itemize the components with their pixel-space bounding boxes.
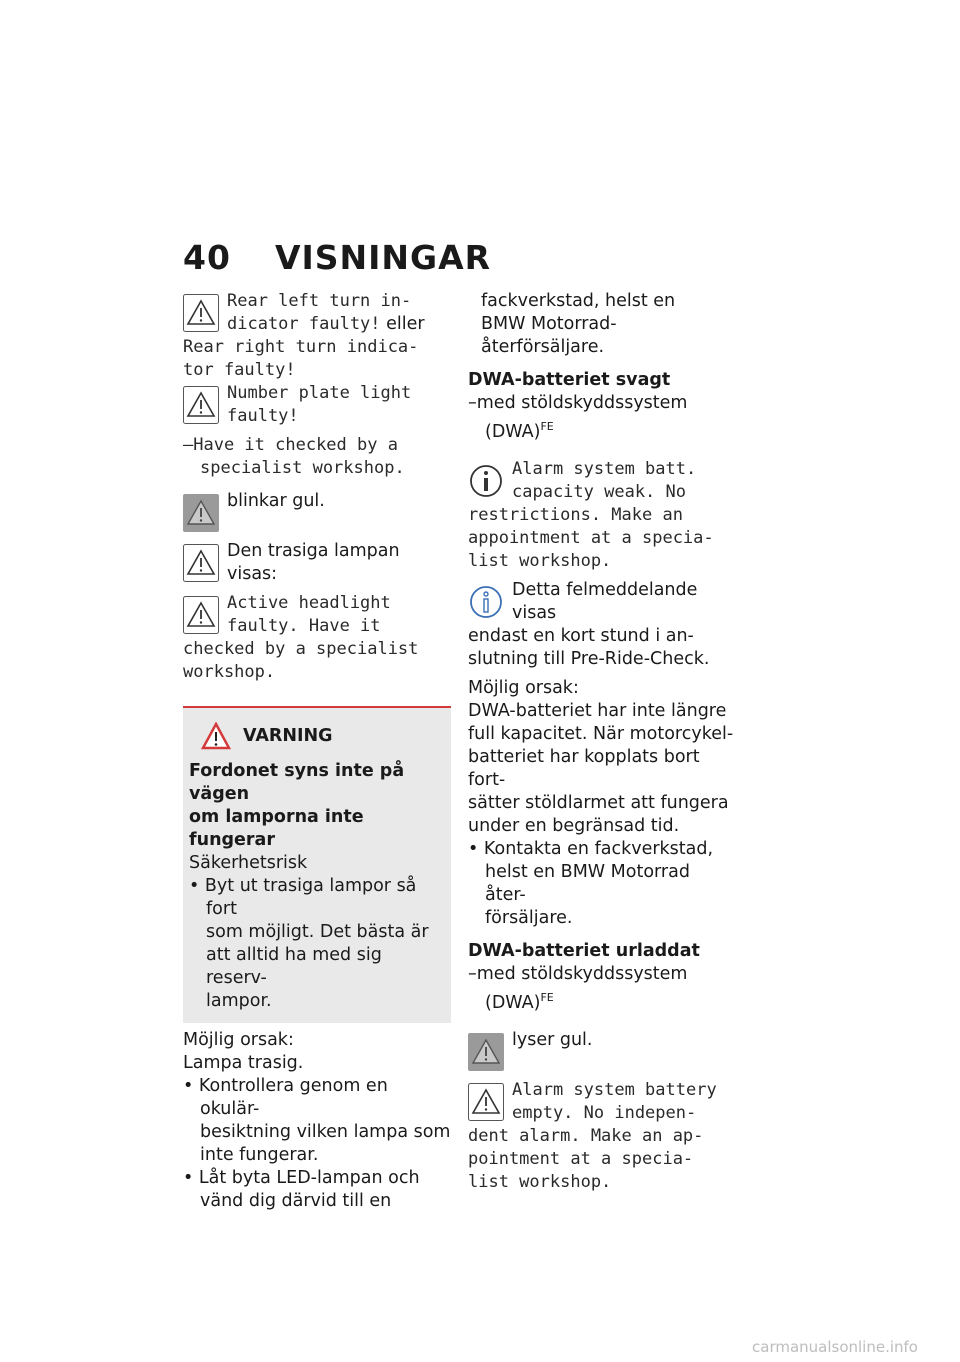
message-turn-indicator: Rear left turn in- dicator faulty! eller Rear right turn indica- tor faulty!: [183, 291, 425, 380]
page-header: [183, 238, 491, 277]
lyser-yellow: lyser gul.: [468, 1029, 736, 1073]
info-outline-icon: [468, 583, 504, 621]
action-check: –Have it checked by a specialist workshop.: [183, 435, 405, 478]
page-number: 40: [183, 238, 231, 277]
warning-red-triangle-icon: [201, 722, 231, 750]
warning-triangle-filled-icon: [183, 494, 219, 532]
message-headlight: Active headlight faulty. Have it checked by a specialist workshop.: [183, 593, 419, 682]
warning-label: VARNING: [189, 722, 445, 750]
warning-triangle-icon: [468, 1083, 504, 1121]
cause-text: Lampa trasig.: [183, 1053, 304, 1073]
message-alarm-empty: Alarm system battery empty. No indepen- dent alarm. Make an ap- pointment at a specia- list workshop.: [468, 1079, 717, 1192]
warning-box: [183, 706, 451, 1023]
info-icon: [468, 462, 504, 500]
warning-risk: Säkerhetsrisk: [189, 853, 308, 873]
left-column: [183, 290, 451, 1213]
cause-label: Möjlig orsak:: [183, 1030, 294, 1050]
warning-triangle-icon: [183, 596, 219, 634]
warning-triangle-icon: [183, 294, 219, 332]
warning-triangle-icon: [183, 544, 219, 582]
message-number-plate: Number plate light faulty!: [183, 382, 451, 428]
message-alarm-weak: Alarm system batt. capacity weak. No restrictions. Make an appointment at a specia- list workshop.: [468, 458, 714, 571]
list-item: • Låt byta LED-lampan och vänd dig därvid till en: [183, 1168, 420, 1211]
continuation-text: fackverkstad, helst en BMW Motorrad-återförsäljare.: [481, 291, 676, 357]
list-item: • Kontakta en fackverkstad, helst en BMW Motorrad åter- försäljare.: [468, 838, 714, 928]
section-title: DWA-batteriet svagt: [468, 370, 671, 390]
condition: –med stöldskyddssystem (DWA)$^{FE}$: [468, 963, 688, 1013]
warning-item: • Byt ut trasiga lampor så fort som möjligt. Det bästa är att alltid ha med sig reserv- lampor.: [189, 876, 429, 1011]
page-title: VISNINGAR: [274, 238, 492, 277]
cause-text: DWA-batteriet har inte längre full kapacitet. När motorcykel- batteriet har kopplats bort fort- sätter stöldlarmet att fungera under en begränsad tid.: [468, 700, 734, 836]
warning-triangle-filled-icon: [468, 1033, 504, 1071]
blink-yellow: blinkar gul.: [183, 490, 451, 534]
right-column: [468, 290, 736, 1194]
warning-heading: Fordonet syns inte på vägen om lamporna inte fungerar: [189, 761, 405, 850]
note-pre-ride: Detta felmeddelande visas endast en kort stund i an- slutning till Pre-Ride-Check.: [468, 579, 710, 669]
list-item: • Kontrollera genom en okulär- besiktning vilken lampa som inte fungerar.: [183, 1076, 451, 1165]
condition: –med stöldskyddssystem (DWA)$^{FE}$: [468, 393, 688, 442]
lamp-shown: Den trasiga lampan visas:: [183, 540, 451, 586]
warning-triangle-icon: [183, 386, 219, 424]
section-title: DWA-batteriet urladdat: [468, 940, 700, 961]
watermark: carmanualsonline.info: [752, 1338, 918, 1356]
cause-label: Möjlig orsak:: [468, 677, 579, 698]
